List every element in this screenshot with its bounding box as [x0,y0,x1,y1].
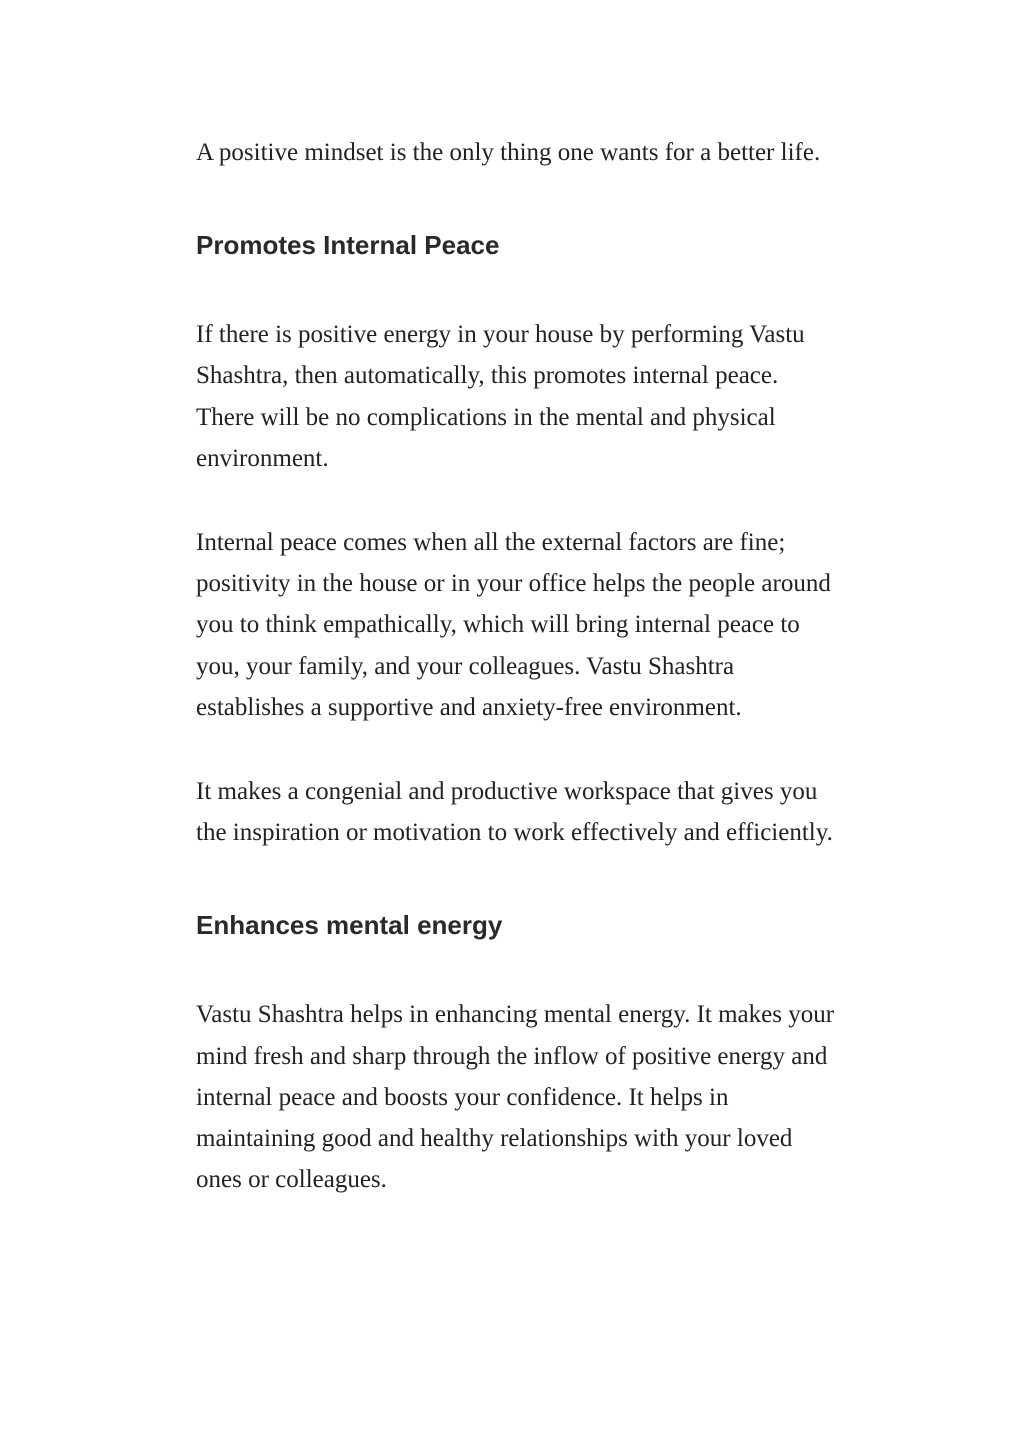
section-heading-enhances-mental-energy: Enhances mental energy [196,910,503,941]
paragraph: If there is positive energy in your house by performing Vastu Shashtra, then automatically, this promotes internal peace. There will be no complications in the mental and physical environment. [196,321,805,472]
intro-paragraph: A positive mindset is the only thing one wants for a better life. [196,139,821,166]
paragraph: Internal peace comes when all the external factors are fine; positivity in the house or in your office helps the people around you to think empathically, which will bring internal peace to you, your family, and your colleagues. Vastu Shashtra establishes a supportive and anxiety-free environment. [196,529,831,721]
section-heading-promotes-internal-peace: Promotes Internal Peace [196,230,500,261]
paragraph: It makes a congenial and productive workspace that gives you the inspiration or motivation to work effectively and efficiently. [196,778,833,847]
document-page [196,132,836,1243]
paragraph: Vastu Shashtra helps in enhancing mental energy. It makes your mind fresh and sharp through the inflow of positive energy and internal peace and boosts your confidence. It helps in maintaining good and healthy relationships with your loved ones or colleagues. [196,1001,835,1194]
